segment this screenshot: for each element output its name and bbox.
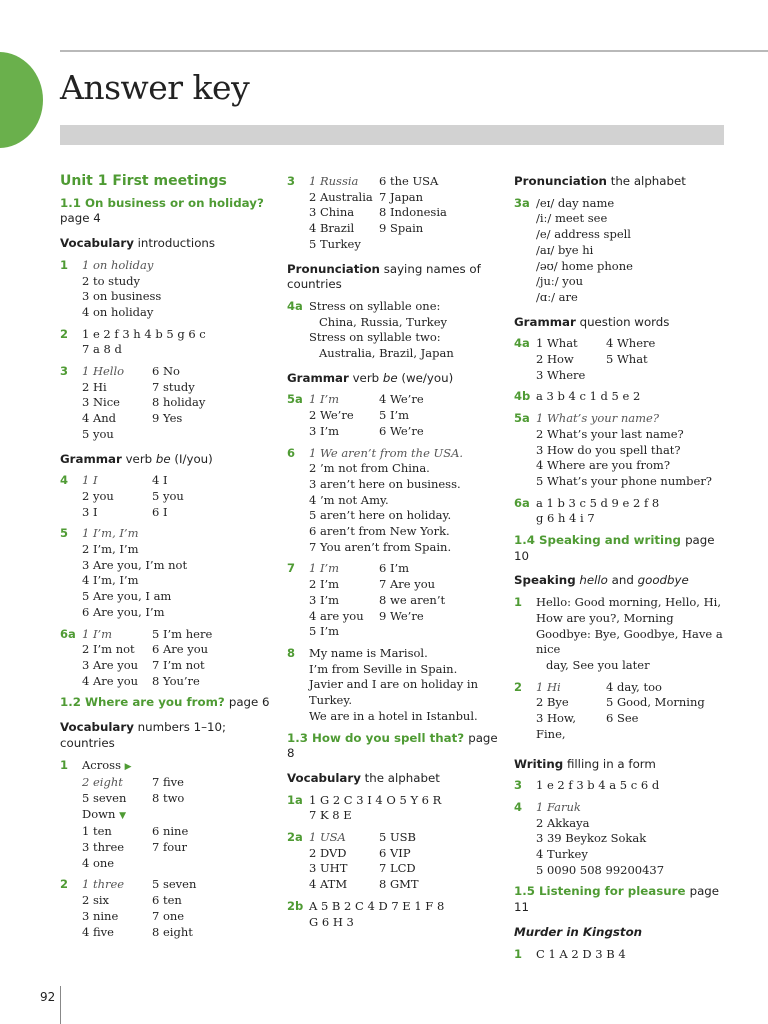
section-heading-1-5: 1.5 Listening for pleasure page 11 bbox=[514, 884, 720, 915]
grammar-4a: 4a 1 What 2 How 3 Where 4 Where 5 What bbox=[514, 336, 656, 382]
vocab-3: 3 1 Russia 2 Australia 3 China 4 Brazil 5 Turkey 6 the USA 7 Japan 8 Indonesia 9 Spain bbox=[287, 174, 447, 251]
column-2 bbox=[287, 170, 502, 930]
speaking-2: 2 1 Hi 2 Bye 3 How, Fine, 4 day, too 5 Good, Morning 6 See bbox=[514, 679, 705, 741]
grammar-we-heading: Grammar verb be (we/you) bbox=[287, 370, 454, 385]
top-rule bbox=[60, 50, 768, 52]
arrow-down-icon: ▼ bbox=[119, 810, 126, 821]
vocab-1: 1 Across ▶ 2 eight 5 seven 7 five 8 two Down ▼ 1 ten 3 three 4 one 6 nine 7 four bbox=[60, 757, 189, 870]
grammar-6a-letters: 6a a 1 b 3 c 5 d 9 e 2 f 8 g 6 h 4 i 7 bbox=[514, 495, 660, 526]
grammar-5: 5 1 I’m, I’m 2 I’m, I’m 3 Are you, I’m not 4 I’m, I’m 5 Are you, I am 6 Are you, I’m bbox=[60, 526, 188, 619]
grammar-6a: 6a 1 I’m 2 I’m not 3 Are you 4 Are you 5 I’m here 6 Are you 7 I’m not 8 You’re bbox=[60, 626, 213, 688]
exercise-3: 3 1 Hello 2 Hi 3 Nice 4 And 5 you 6 No 7 study 8 holiday 9 Yes bbox=[60, 364, 206, 441]
arrow-right-icon: ▶ bbox=[124, 761, 132, 772]
section-heading-1-4: 1.4 Speaking and writing page 10 bbox=[514, 533, 715, 563]
unit-heading: Unit 1 First meetings bbox=[60, 173, 227, 189]
header-bar bbox=[60, 125, 724, 145]
grammar-6: 6 1 We aren’t from the USA. 2 ’m not from China. 3 aren’t here on business. 4 ’m not Amy. 5 aren’t here on holiday. 6 aren’t from New York. 7 You aren’t from Spain. bbox=[287, 445, 464, 554]
vocab-1a: 1a 1 G 2 C 3 I 4 O 5 Y 6 R 7 K 8 E bbox=[287, 792, 442, 823]
page-title: Answer key bbox=[60, 68, 250, 107]
column-1 bbox=[60, 170, 275, 940]
writing-4: 4 1 Faruk 2 Akkaya 3 39 Beykoz Sokak 4 Turkey 5 0090 508 99200437 bbox=[514, 799, 665, 877]
speaking-1: 1 Hello: Good morning, Hello, Hi, How are you?, Morning Goodbye: Bye, Goodbye, Have a nice day, See you later bbox=[514, 595, 723, 672]
vocab-numbers-heading: Vocabulary numbers 1–10; countries bbox=[60, 720, 226, 750]
grammar-7: 7 1 I’m 2 I’m 3 I’m 4 are you 5 I’m 6 I’m 7 Are you 8 we aren’t 9 We’re bbox=[287, 561, 446, 639]
vocab-alphabet-heading: Vocabulary the alphabet bbox=[287, 770, 440, 785]
grammar-5a: 5a 1 I’m 2 We’re 3 I’m 4 We’re 5 I’m 6 We’re bbox=[287, 392, 424, 438]
green-tab-decoration bbox=[0, 52, 43, 148]
vocab-2a: 2a 1 USA 2 DVD 3 UHT 4 ATM 5 USB 6 VIP 7 LCD 8 GMT bbox=[287, 830, 419, 892]
pron-3a: 3a /eɪ/ day name /iː/ meet see /e/ address spell /aɪ/ bye hi /əʊ/ home phone /juː/ you /ɑː/ are bbox=[514, 195, 633, 304]
listening-1: 1 C 1 A 2 D 3 B 4 bbox=[514, 946, 626, 961]
grammar-4: 4 1 I 2 you 3 I 4 I 5 you 6 I bbox=[60, 473, 184, 519]
writing-heading: Writing filling in a form bbox=[514, 756, 656, 771]
page-number: 92 bbox=[40, 990, 56, 1004]
vocab-2b: 2b A 5 B 2 C 4 D 7 E 1 F 8 G 6 H 3 bbox=[287, 898, 445, 929]
grammar-question-words-heading: Grammar question words bbox=[514, 314, 670, 329]
grammar-be-heading: Grammar verb be (I/you) bbox=[60, 451, 213, 466]
speaking-heading: Speaking hello and goodbye bbox=[514, 573, 689, 588]
murder-heading: Murder in Kingston bbox=[514, 924, 643, 939]
column-3 bbox=[514, 170, 729, 962]
section-heading-1-2: 1.2 Where are you from? page 6 bbox=[60, 695, 270, 710]
grammar-5a-questions: 5a 1 What’s your name? 2 What’s your last name? 3 How do you spell that? 4 Where are you from? 5 What’s your phone number? bbox=[514, 411, 712, 488]
exercise-1: 1 1 on holiday 2 to study 3 on business 4 on holiday bbox=[60, 257, 162, 319]
section-heading-1-3: 1.3 How do you spell that? page 8 bbox=[287, 730, 498, 761]
exercise-2: 2 1 e 2 f 3 h 4 b 5 g 6 c 7 a 8 d bbox=[60, 326, 206, 357]
grammar-8: 8 My name is Marisol. I’m from Seville in Spain. Javier and I are on holiday in Turkey. We are in a hotel in Istanbul. bbox=[287, 645, 479, 723]
writing-3: 3 1 e 2 f 3 b 4 a 5 c 6 d bbox=[514, 778, 660, 793]
vocab-2: 2 1 three 2 six 3 nine 4 five 5 seven 6 ten 7 one 8 eight bbox=[60, 877, 197, 939]
pron-alphabet-heading: Pronunciation the alphabet bbox=[514, 174, 686, 188]
grammar-4b: 4b a 3 b 4 c 1 d 5 e 2 bbox=[514, 389, 641, 404]
pron-4a: 4a Stress on syllable one: China, Russia, Turkey Stress on syllable two: Australia, Brazil, Japan bbox=[287, 298, 454, 361]
pron-names-heading: Pronunciation saying names of countries bbox=[287, 261, 481, 292]
vocab-introductions-heading: Vocabulary introductions bbox=[60, 236, 216, 251]
section-heading-1-1: 1.1 On business or on holiday? page 4 bbox=[60, 195, 264, 226]
page-number-rule bbox=[60, 986, 61, 1024]
